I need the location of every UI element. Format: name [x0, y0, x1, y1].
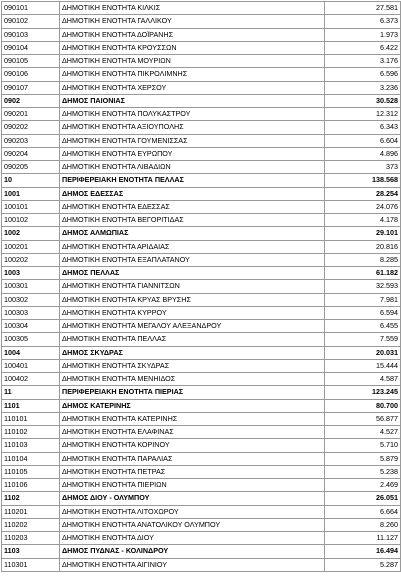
- code-cell: 110105: [2, 465, 60, 478]
- area-name-cell: ΔΗΜΟΤΙΚΗ ΕΝΟΤΗΤΑ ΓΑΛΛΙΚΟΥ: [60, 15, 325, 28]
- area-name-cell: ΔΗΜΟΤΙΚΗ ΕΝΟΤΗΤΑ ΧΕΡΣΟΥ: [60, 81, 325, 94]
- table-row: [2, 373, 401, 386]
- population-cell: 6.373: [325, 15, 401, 28]
- population-cell: 2.469: [325, 479, 401, 492]
- area-name-cell: ΔΗΜΟΣ ΠΕΛΛΑΣ: [60, 267, 325, 280]
- table-row: [2, 94, 401, 107]
- population-cell: 373: [325, 161, 401, 174]
- population-cell: 11.127: [325, 532, 401, 545]
- area-name-cell: ΔΗΜΟΣ ΚΑΤΕΡΙΝΗΣ: [60, 399, 325, 412]
- table-row: [2, 200, 401, 213]
- table-row: [2, 518, 401, 531]
- table-row: [2, 121, 401, 134]
- table-row: [2, 452, 401, 465]
- area-name-cell: ΔΗΜΟΣ ΣΚΥΔΡΑΣ: [60, 346, 325, 359]
- population-cell: 27.581: [325, 2, 401, 15]
- code-cell: 100102: [2, 214, 60, 227]
- area-name-cell: ΔΗΜΟΤΙΚΗ ΕΝΟΤΗΤΑ ΜΕΓΑΛΟΥ ΑΛΕΞΑΝΔΡΟΥ: [60, 320, 325, 333]
- area-name-cell: ΔΗΜΟΤΙΚΗ ΕΝΟΤΗΤΑ ΓΟΥΜΕΝΙΣΣΑΣ: [60, 134, 325, 147]
- population-cell: 6.455: [325, 320, 401, 333]
- area-name-cell: ΔΗΜΟΤΙΚΗ ΕΝΟΤΗΤΑ ΕΥΡΩΠΟΥ: [60, 147, 325, 160]
- area-name-cell: ΔΗΜΟΤΙΚΗ ΕΝΟΤΗΤΑ ΣΚΥΔΡΑΣ: [60, 359, 325, 372]
- code-cell: 1101: [2, 399, 60, 412]
- table-row: [2, 545, 401, 558]
- code-cell: 110102: [2, 426, 60, 439]
- population-cell: 3.176: [325, 55, 401, 68]
- population-cell: 8.285: [325, 253, 401, 266]
- area-name-cell: ΔΗΜΟΤΙΚΗ ΕΝΟΤΗΤΑ ΠΕΤΡΑΣ: [60, 465, 325, 478]
- population-cell: 24.076: [325, 200, 401, 213]
- population-cell: 5.710: [325, 439, 401, 452]
- population-cell: 5.287: [325, 558, 401, 571]
- area-name-cell: ΔΗΜΟΣ ΕΔΕΣΣΑΣ: [60, 187, 325, 200]
- code-cell: 1004: [2, 346, 60, 359]
- code-cell: 100101: [2, 200, 60, 213]
- code-cell: 110106: [2, 479, 60, 492]
- table-row: [2, 386, 401, 399]
- area-name-cell: ΔΗΜΟΤΙΚΗ ΕΝΟΤΗΤΑ ΕΔΕΣΣΑΣ: [60, 200, 325, 213]
- area-name-cell: ΔΗΜΟΤΙΚΗ ΕΝΟΤΗΤΑ ΚΡΥΑΣ ΒΡΥΣΗΣ: [60, 293, 325, 306]
- area-name-cell: ΔΗΜΟΤΙΚΗ ΕΝΟΤΗΤΑ ΠΟΛΥΚΑΣΤΡΟΥ: [60, 108, 325, 121]
- area-name-cell: ΔΗΜΟΤΙΚΗ ΕΝΟΤΗΤΑ ΕΞΑΠΛΑΤΑΝΟΥ: [60, 253, 325, 266]
- table-row: [2, 68, 401, 81]
- code-cell: 11: [2, 386, 60, 399]
- area-name-cell: ΔΗΜΟΤΙΚΗ ΕΝΟΤΗΤΑ ΚΟΡΙΝΟΥ: [60, 439, 325, 452]
- area-name-cell: ΔΗΜΟΤΙΚΗ ΕΝΟΤΗΤΑ ΒΕΓΟΡΙΤΙΔΑΣ: [60, 214, 325, 227]
- code-cell: 100303: [2, 306, 60, 319]
- table-row: [2, 134, 401, 147]
- code-cell: 100302: [2, 293, 60, 306]
- table-row: [2, 359, 401, 372]
- population-cell: 6.343: [325, 121, 401, 134]
- table-row: [2, 306, 401, 319]
- table-row: [2, 214, 401, 227]
- area-name-cell: ΔΗΜΟΣ ΠΑΙΟΝΙΑΣ: [60, 94, 325, 107]
- population-table: [1, 1, 401, 572]
- population-cell: 28.254: [325, 187, 401, 200]
- code-cell: 090102: [2, 15, 60, 28]
- population-cell: 6.596: [325, 68, 401, 81]
- population-cell: 61.182: [325, 267, 401, 280]
- area-name-cell: ΠΕΡΙΦΕΡΕΙΑΚΗ ΕΝΟΤΗΤΑ ΠΕΛΛΑΣ: [60, 174, 325, 187]
- population-cell: 6.422: [325, 41, 401, 54]
- code-cell: 110104: [2, 452, 60, 465]
- code-cell: 090205: [2, 161, 60, 174]
- code-cell: 1001: [2, 187, 60, 200]
- code-cell: 1002: [2, 227, 60, 240]
- population-cell: 20.816: [325, 240, 401, 253]
- table-row: [2, 41, 401, 54]
- table-row: [2, 426, 401, 439]
- table-row: [2, 465, 401, 478]
- population-cell: 32.593: [325, 280, 401, 293]
- code-cell: 10: [2, 174, 60, 187]
- population-cell: 26.051: [325, 492, 401, 505]
- code-cell: 090107: [2, 81, 60, 94]
- code-cell: 110201: [2, 505, 60, 518]
- area-name-cell: ΔΗΜΟΤΙΚΗ ΕΝΟΤΗΤΑ ΠΙΚΡΟΛΙΜΝΗΣ: [60, 68, 325, 81]
- code-cell: 090204: [2, 147, 60, 160]
- area-name-cell: ΔΗΜΟΤΙΚΗ ΕΝΟΤΗΤΑ ΜΟΥΡΙΩΝ: [60, 55, 325, 68]
- code-cell: 100301: [2, 280, 60, 293]
- population-cell: 4.527: [325, 426, 401, 439]
- table-row: [2, 346, 401, 359]
- area-name-cell: ΔΗΜΟΣ ΠΥΔΝΑΣ - ΚΟΛΙΝΔΡΟΥ: [60, 545, 325, 558]
- table-row: [2, 412, 401, 425]
- area-name-cell: ΔΗΜΟΤΙΚΗ ΕΝΟΤΗΤΑ ΠΙΕΡΙΩΝ: [60, 479, 325, 492]
- area-name-cell: ΔΗΜΟΤΙΚΗ ΕΝΟΤΗΤΑ ΜΕΝΗΙΔΟΣ: [60, 373, 325, 386]
- area-name-cell: ΔΗΜΟΤΙΚΗ ΕΝΟΤΗΤΑ ΚΥΡΡΟΥ: [60, 306, 325, 319]
- area-name-cell: ΔΗΜΟΤΙΚΗ ΕΝΟΤΗΤΑ ΔΙΟΥ: [60, 532, 325, 545]
- population-cell: 29.101: [325, 227, 401, 240]
- table-row: [2, 147, 401, 160]
- area-name-cell: ΔΗΜΟΤΙΚΗ ΕΝΟΤΗΤΑ ΚΑΤΕΡΙΝΗΣ: [60, 412, 325, 425]
- table-row: [2, 161, 401, 174]
- area-name-cell: ΔΗΜΟΤΙΚΗ ΕΝΟΤΗΤΑ ΑΝΑΤΟΛΙΚΟΥ ΟΛΥΜΠΟΥ: [60, 518, 325, 531]
- area-name-cell: ΔΗΜΟΤΙΚΗ ΕΝΟΤΗΤΑ ΠΑΡΑΛΙΑΣ: [60, 452, 325, 465]
- code-cell: 1003: [2, 267, 60, 280]
- area-name-cell: ΔΗΜΟΤΙΚΗ ΕΝΟΤΗΤΑ ΚΡΟΥΣΣΩΝ: [60, 41, 325, 54]
- table-row: [2, 267, 401, 280]
- population-cell: 4.896: [325, 147, 401, 160]
- table-row: [2, 187, 401, 200]
- table-row: [2, 479, 401, 492]
- population-cell: 3.236: [325, 81, 401, 94]
- table-row: [2, 439, 401, 452]
- code-cell: 090105: [2, 55, 60, 68]
- population-cell: 4.587: [325, 373, 401, 386]
- code-cell: 100304: [2, 320, 60, 333]
- population-cell: 7.981: [325, 293, 401, 306]
- code-cell: 110203: [2, 532, 60, 545]
- population-cell: 12.312: [325, 108, 401, 121]
- table-row: [2, 227, 401, 240]
- area-name-cell: ΔΗΜΟΤΙΚΗ ΕΝΟΤΗΤΑ ΓΙΑΝΝΙΤΣΩΝ: [60, 280, 325, 293]
- table-row: [2, 399, 401, 412]
- table-row: [2, 333, 401, 346]
- area-name-cell: ΔΗΜΟΤΙΚΗ ΕΝΟΤΗΤΑ ΔΟΪΡΑΝΗΣ: [60, 28, 325, 41]
- table-row: [2, 280, 401, 293]
- code-cell: 110202: [2, 518, 60, 531]
- table-row: [2, 492, 401, 505]
- population-cell: 6.664: [325, 505, 401, 518]
- population-cell: 20.031: [325, 346, 401, 359]
- code-cell: 110101: [2, 412, 60, 425]
- table-row: [2, 293, 401, 306]
- code-cell: 100202: [2, 253, 60, 266]
- code-cell: 090201: [2, 108, 60, 121]
- code-cell: 100402: [2, 373, 60, 386]
- population-cell: 16.494: [325, 545, 401, 558]
- area-name-cell: ΔΗΜΟΣ ΔΙΟΥ - ΟΛΥΜΠΟΥ: [60, 492, 325, 505]
- table-row: [2, 240, 401, 253]
- population-cell: 7.559: [325, 333, 401, 346]
- area-name-cell: ΔΗΜΟΣ ΑΛΜΩΠΙΑΣ: [60, 227, 325, 240]
- table-row: [2, 253, 401, 266]
- code-cell: 090101: [2, 2, 60, 15]
- table-row: [2, 558, 401, 571]
- table-row: [2, 174, 401, 187]
- code-cell: 1103: [2, 545, 60, 558]
- table-row: [2, 320, 401, 333]
- code-cell: 090203: [2, 134, 60, 147]
- code-cell: 100401: [2, 359, 60, 372]
- population-cell: 1.973: [325, 28, 401, 41]
- code-cell: 090104: [2, 41, 60, 54]
- population-cell: 5.879: [325, 452, 401, 465]
- area-name-cell: ΔΗΜΟΤΙΚΗ ΕΝΟΤΗΤΑ ΛΙΤΟΧΩΡΟΥ: [60, 505, 325, 518]
- code-cell: 100305: [2, 333, 60, 346]
- population-cell: 5.238: [325, 465, 401, 478]
- area-name-cell: ΔΗΜΟΤΙΚΗ ΕΝΟΤΗΤΑ ΛΙΒΑΔΙΩΝ: [60, 161, 325, 174]
- area-name-cell: ΔΗΜΟΤΙΚΗ ΕΝΟΤΗΤΑ ΠΕΛΛΑΣ: [60, 333, 325, 346]
- code-cell: 090202: [2, 121, 60, 134]
- population-cell: 123.245: [325, 386, 401, 399]
- code-cell: 110103: [2, 439, 60, 452]
- population-cell: 30.528: [325, 94, 401, 107]
- area-name-cell: ΔΗΜΟΤΙΚΗ ΕΝΟΤΗΤΑ ΑΙΓΙΝΙΟΥ: [60, 558, 325, 571]
- area-name-cell: ΔΗΜΟΤΙΚΗ ΕΝΟΤΗΤΑ ΕΛΑΦΙΝΑΣ: [60, 426, 325, 439]
- code-cell: 110301: [2, 558, 60, 571]
- population-cell: 6.604: [325, 134, 401, 147]
- table-row: [2, 2, 401, 15]
- table-row: [2, 532, 401, 545]
- population-table-body: [2, 2, 401, 572]
- area-name-cell: ΔΗΜΟΤΙΚΗ ΕΝΟΤΗΤΑ ΑΡΙΔΑΙΑΣ: [60, 240, 325, 253]
- code-cell: 1102: [2, 492, 60, 505]
- population-cell: 56.877: [325, 412, 401, 425]
- code-cell: 100201: [2, 240, 60, 253]
- population-cell: 80.700: [325, 399, 401, 412]
- population-cell: 138.568: [325, 174, 401, 187]
- code-cell: 090106: [2, 68, 60, 81]
- table-row: [2, 81, 401, 94]
- code-cell: 090103: [2, 28, 60, 41]
- code-cell: 0902: [2, 94, 60, 107]
- population-cell: 8.260: [325, 518, 401, 531]
- population-cell: 6.594: [325, 306, 401, 319]
- area-name-cell: ΔΗΜΟΤΙΚΗ ΕΝΟΤΗΤΑ ΚΙΛΚΙΣ: [60, 2, 325, 15]
- table-row: [2, 108, 401, 121]
- table-row: [2, 55, 401, 68]
- population-cell: 4.178: [325, 214, 401, 227]
- table-row: [2, 15, 401, 28]
- table-row: [2, 28, 401, 41]
- population-cell: 15.444: [325, 359, 401, 372]
- area-name-cell: ΔΗΜΟΤΙΚΗ ΕΝΟΤΗΤΑ ΑΞΙΟΥΠΟΛΗΣ: [60, 121, 325, 134]
- area-name-cell: ΠΕΡΙΦΕΡΕΙΑΚΗ ΕΝΟΤΗΤΑ ΠΙΕΡΙΑΣ: [60, 386, 325, 399]
- table-row: [2, 505, 401, 518]
